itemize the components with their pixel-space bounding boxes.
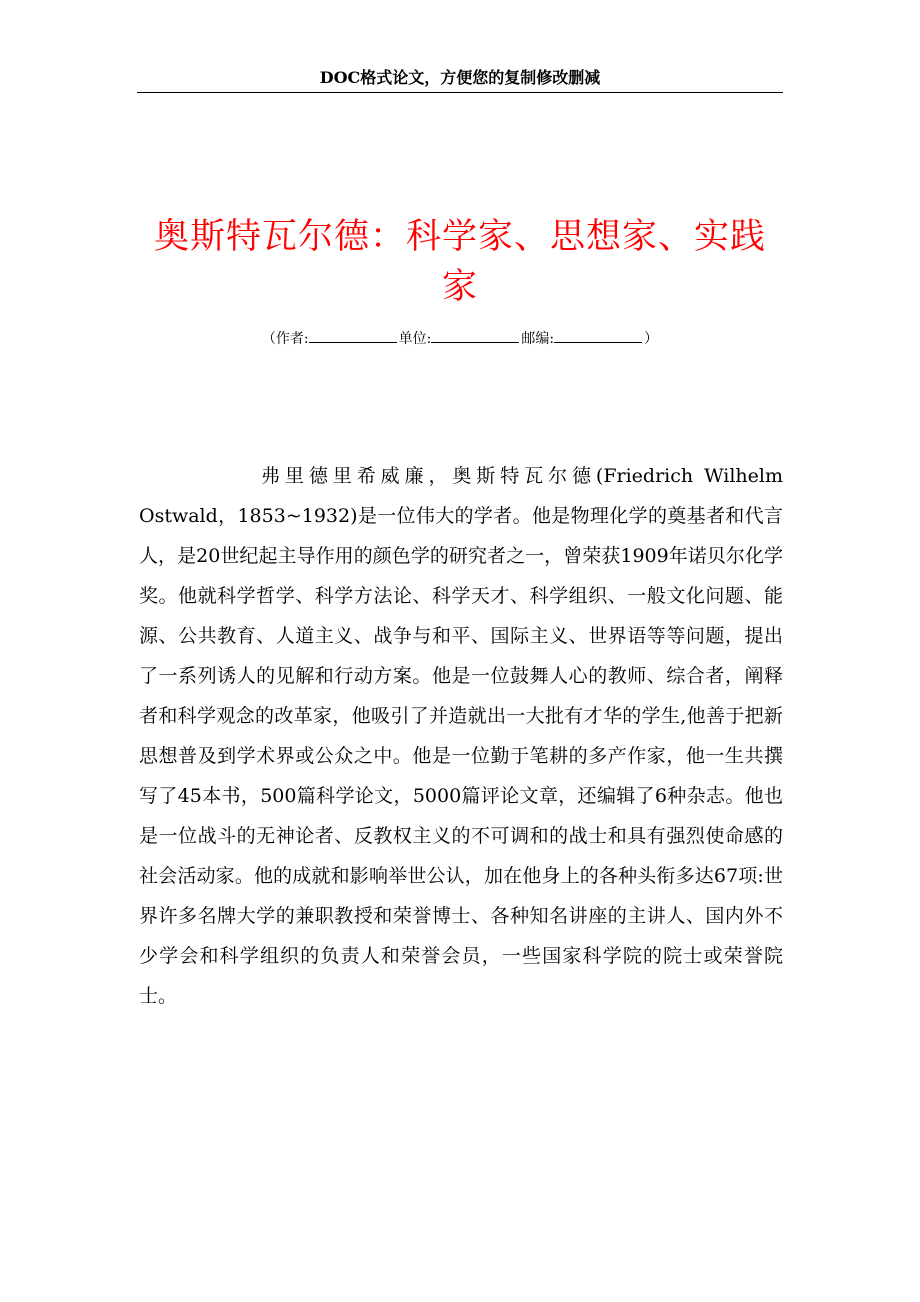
byline-open-paren: （ [261,331,276,347]
page-header: DOC格式论文，方便您的复制修改删减 [319,68,601,87]
author-blank [309,328,397,343]
byline-close-paren: ） [644,331,659,347]
unit-label: 单位: [398,331,432,347]
author-label: 作者: [275,331,309,347]
postcode-label: 邮编: [521,331,555,347]
unit-blank [431,328,519,343]
article-title: 奥斯特瓦尔德：科学家、思想家、实践家 [153,217,766,307]
byline [137,328,783,350]
header-divider [137,92,783,93]
body-paragraph: 弗里德里希威廉，奥斯特瓦尔德(Friedrich Wilhelm Ostwald，1853~1932)是一位伟大的学者。他是物理化学的奠基者和代言人，是20世纪起主导作用的颜色学的研究者之一，曾荣获1909年诺贝尔化学奖。他就科学哲学、科学方法论、科学天才、科学组织、一般文化问题、能源、公共教育、人道主义、战争与和平、国际主义、世界语等等问题，提出了一系列诱人的见解和行动方案。他是一位鼓舞人心的教师、综合者，阐释者和科学观念的改革家，他吸引了并造就出一大批有才华的学生,他善于把新思想普及到学术界或公众之中。他是一位勤于笔耕的多产作家，他一生共撰写了45本书，500篇科学论文，5000篇评论文章，还编辑了6种杂志。他也是一位战斗的无神论者、反教权主义的不可调和的战士和具有强烈使命感的社会活动家。他的成就和影响举世公认，加在他身上的各种头衔多达67项:世界许多名牌大学的兼职教授和荣誉博士、各种知名讲座的主讲人、国内外不少学会和科学组织的负责人和荣誉会员，一些国家科学院的院士或荣誉院士。 [139,465,783,1007]
postcode-blank [554,328,642,343]
